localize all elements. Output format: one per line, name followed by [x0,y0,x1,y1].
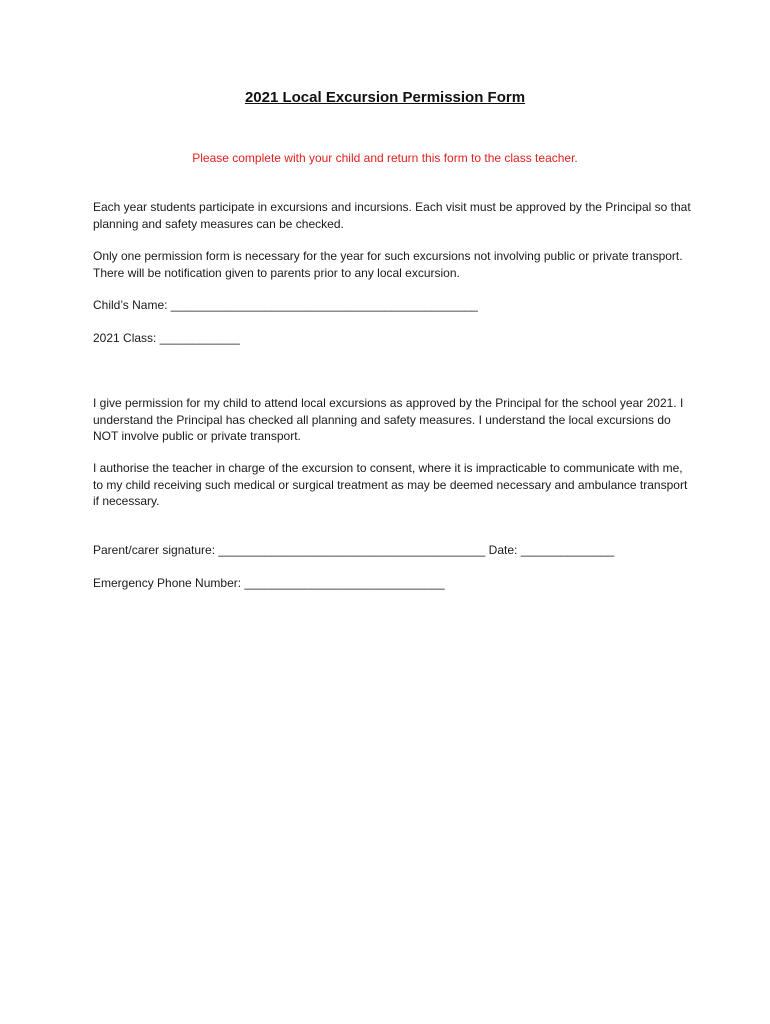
child-name-field: Child’s Name: ______________________________________________ [93,298,478,312]
authorisation-statement: I authorise the teacher in charge of the excursion to consent, where it is impracticable to communicate with me, to my child receiving such medical or surgical treatment as may be deemed necessary and ambulance transport if necessary. [93,461,688,508]
emergency-phone-field: Emergency Phone Number: ______________________________ [93,576,445,590]
form-title: 2021 Local Excursion Permission Form [244,89,526,106]
permission-statement: I give permission for my child to attend local excursions as approved by the Principal for the school year 2021. I understand the Principal has checked all planning and safety measures. I understand the local excursions do NOT involve public or private transport. [93,396,684,443]
intro-paragraph: Each year students participate in excursions and incursions. Each visit must be approved by the Principal so that planning and safety measures can be checked. [93,200,691,231]
permission-scope-paragraph: Only one permission form is necessary for the year for such excursions not involving public or private transport. There will be notification given to parents prior to any local excursion. [93,249,683,280]
signature-date-field: Parent/carer signature: ________________________________________ Date: ______________ [93,543,615,557]
instruction-text: Please complete with your child and return this form to the class teacher. [192,151,578,165]
class-field: 2021 Class: ____________ [93,331,240,345]
